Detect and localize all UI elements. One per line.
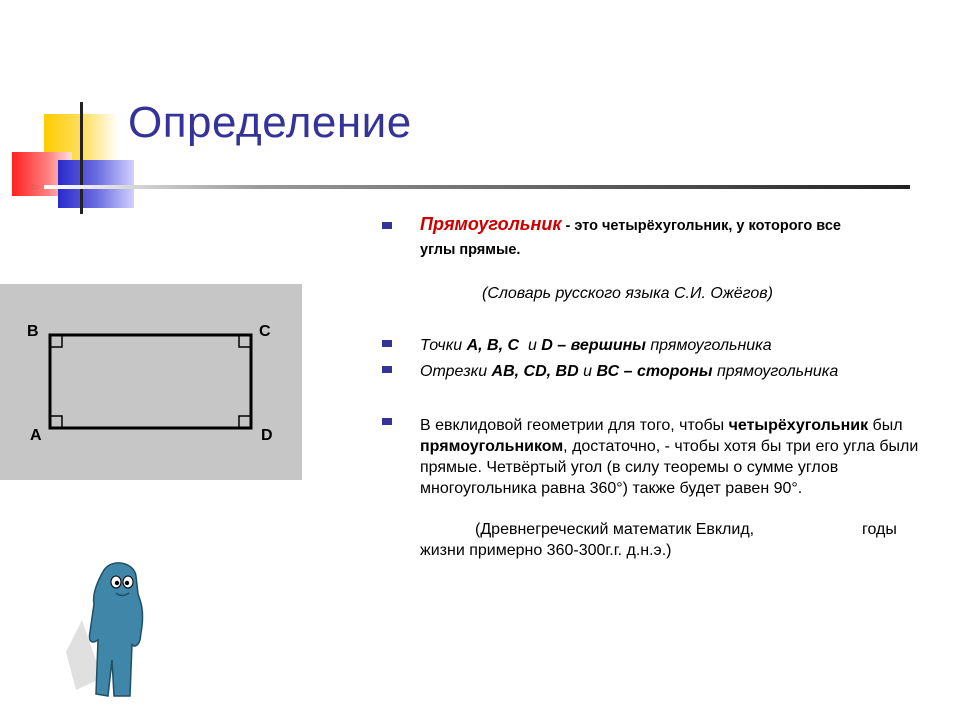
vertices-suffix: прямоугольника bbox=[645, 337, 772, 354]
bullet-marker bbox=[382, 340, 392, 347]
euclid-bold-1: четырёхугольник bbox=[728, 417, 869, 434]
euclid-note-years-word: годы bbox=[862, 521, 897, 538]
definition-line bbox=[420, 214, 841, 235]
vertices-prefix: Точки bbox=[420, 337, 467, 354]
bullet-marker bbox=[382, 366, 392, 373]
sides-suffix: прямоугольника bbox=[712, 363, 839, 380]
definition-line-2: углы прямые. bbox=[420, 242, 521, 258]
title-underline bbox=[44, 185, 910, 189]
ozhegov-source: (Словарь русского языка С.И. Ожёгов) bbox=[482, 285, 773, 302]
bullet-marker bbox=[382, 418, 392, 425]
euclid-paragraph bbox=[420, 415, 920, 499]
bullet-marker bbox=[382, 222, 392, 229]
vertex-label-a: A bbox=[30, 427, 42, 444]
sides-segments: АВ, СD, BD bbox=[491, 363, 579, 380]
vertex-label-b: B bbox=[27, 323, 39, 340]
euclid-text-1: В евклидовой геометрии для того, чтобы bbox=[420, 417, 729, 434]
vertices-and: и bbox=[519, 337, 542, 354]
sides-and: и bbox=[578, 363, 597, 380]
euclid-text-2: был bbox=[868, 417, 903, 434]
sides-prefix: Отрезки bbox=[420, 363, 492, 380]
vertex-label-c: C bbox=[259, 323, 271, 340]
euclid-bold-2: прямоугольником bbox=[420, 438, 564, 455]
sides-line bbox=[420, 363, 838, 381]
vertices-points: А, В, С bbox=[466, 337, 520, 354]
definition-term: Прямоугольник bbox=[420, 214, 562, 234]
vertices-line bbox=[420, 337, 772, 355]
euclid-note-line-2: жизни примерно 360-300г.г. д.н.э.) bbox=[420, 542, 672, 559]
vertices-last-point: D bbox=[541, 337, 553, 354]
sides-last-segment: ВС bbox=[596, 363, 620, 380]
rectangle-diagram bbox=[0, 284, 302, 480]
sides-label: – стороны bbox=[619, 363, 713, 380]
vertex-label-d: D bbox=[261, 427, 273, 444]
decor-squares bbox=[0, 100, 140, 215]
vertices-label: – вершины bbox=[552, 337, 646, 354]
euclid-text-3: , достаточно, - чтобы хотя бы три его угла были прямые. Четвёртый угол (в силу теоремы о сумме углов многоугольника равна 360°) также будет равен 90°. bbox=[420, 438, 919, 497]
euclid-note-line-1: (Древнегреческий математик Евклид, bbox=[475, 521, 755, 538]
cartoon-figure bbox=[62, 560, 152, 705]
definition-text: - это четырёхугольник, у которого все bbox=[561, 218, 841, 234]
page-title: Определение bbox=[128, 98, 412, 147]
